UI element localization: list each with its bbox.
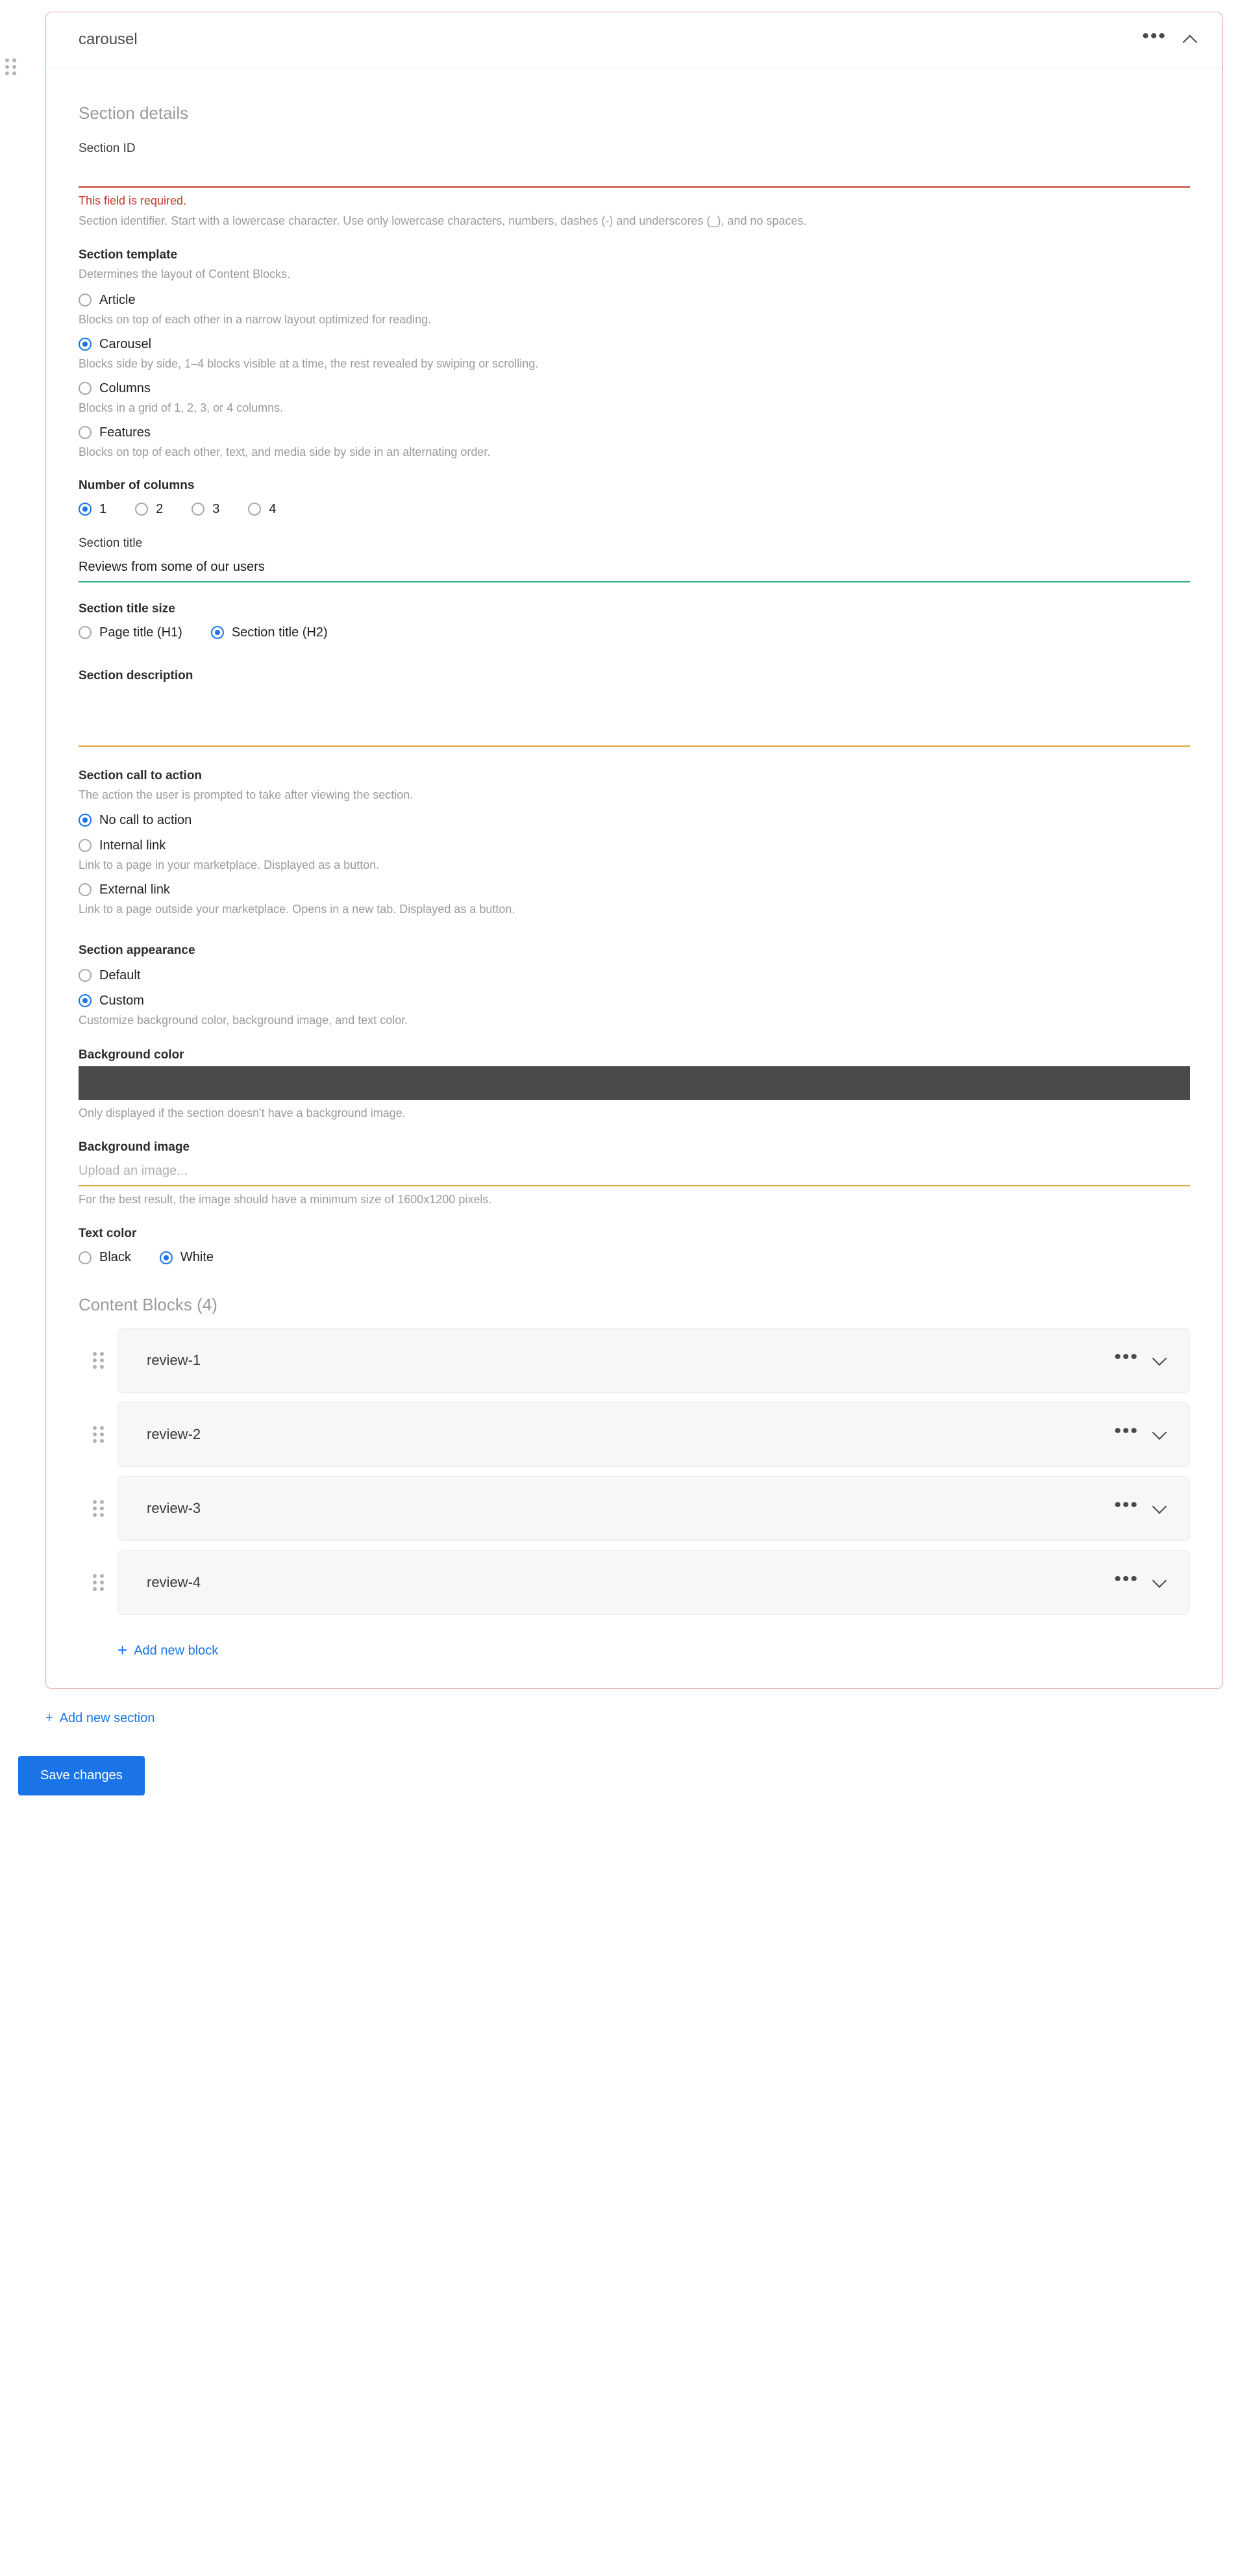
section-title-size-label: Section title size <box>79 601 175 616</box>
radio-label: No call to action <box>99 812 192 827</box>
add-new-block-button[interactable] <box>117 1642 218 1659</box>
content-block-row <box>79 1402 1190 1467</box>
content-block-card[interactable] <box>117 1550 1190 1615</box>
add-new-section-label: Add new section <box>59 1711 155 1726</box>
chevron-up-icon[interactable] <box>1183 32 1198 47</box>
section-id-help: Section identifier. Start with a lowercase character. Use only lowercase characters, numbers, dashes (-) and underscores (_), and no spaces. <box>79 214 807 227</box>
field-section-description <box>79 669 1190 747</box>
drag-handle-icon[interactable] <box>5 58 16 75</box>
content-block-card[interactable] <box>117 1476 1190 1541</box>
radio-appearance-custom[interactable] <box>79 994 1190 1008</box>
radio-icon[interactable] <box>79 969 92 982</box>
background-color-swatch[interactable] <box>79 1066 1190 1100</box>
section-container <box>0 12 1249 1689</box>
content-block-row <box>79 1328 1190 1393</box>
section-title-text: carousel <box>79 31 138 48</box>
field-section-id <box>79 142 1190 229</box>
section-id-error: This field is required. <box>79 194 187 207</box>
radio-columns-1[interactable] <box>79 502 106 517</box>
number-of-columns-label: Number of columns <box>79 478 195 492</box>
section-id-input[interactable] <box>79 160 1190 188</box>
background-image-label: Background image <box>79 1140 190 1155</box>
section-id-label: Section ID <box>79 142 136 155</box>
section-header <box>46 12 1222 68</box>
drag-handle-icon[interactable] <box>93 1500 104 1517</box>
section-cta-help: The action the user is prompted to take after viewing the section. <box>79 788 414 801</box>
content-block-name: review-4 <box>147 1574 201 1591</box>
field-section-cta <box>79 769 1190 916</box>
radio-cta-none[interactable] <box>79 813 1190 828</box>
block-menu-icon[interactable]: ••• <box>1114 1494 1139 1516</box>
radio-icon[interactable] <box>248 503 261 516</box>
section-description-label: Section description <box>79 668 193 682</box>
radio-label: Black <box>99 1250 131 1265</box>
add-new-block-label: Add new block <box>134 1643 219 1658</box>
plus-icon: + <box>117 1640 128 1660</box>
section-body <box>46 68 1222 1688</box>
block-menu-icon[interactable]: ••• <box>1114 1346 1139 1368</box>
radio-label: Carousel <box>99 336 152 351</box>
radio-label: 2 <box>156 501 164 516</box>
block-drag-handle[interactable] <box>79 1574 117 1591</box>
radio-icon[interactable] <box>79 839 92 852</box>
block-drag-handle[interactable] <box>79 1352 117 1369</box>
radio-icon[interactable] <box>79 294 92 306</box>
radio-icon[interactable] <box>135 503 148 516</box>
content-block-name: review-2 <box>147 1426 201 1443</box>
section-description-input[interactable] <box>79 687 1190 747</box>
radio-title-size-h2[interactable] <box>211 625 328 640</box>
section-template-label: Section template <box>79 248 178 262</box>
section-title-size-options <box>79 625 1190 640</box>
radio-icon[interactable] <box>79 1251 92 1264</box>
section-template-article-help: Blocks on top of each other in a narrow layout optimized for reading. <box>79 312 432 326</box>
content-block-actions <box>1114 1569 1167 1595</box>
section-template-carousel-help: Blocks side by side, 1–4 blocks visible at a time, the rest revealed by swiping or scrolling. <box>79 356 539 370</box>
chevron-down-icon[interactable] <box>1153 1427 1167 1442</box>
radio-icon[interactable] <box>160 1251 173 1264</box>
radio-icon[interactable] <box>79 626 92 639</box>
radio-label: Columns <box>99 381 151 395</box>
radio-section-template-article[interactable] <box>79 293 1190 308</box>
cta-internal-help: Link to a page in your marketplace. Displayed as a button. <box>79 858 380 871</box>
radio-appearance-default[interactable] <box>79 968 1190 983</box>
content-block-card[interactable] <box>117 1402 1190 1467</box>
section-template-features-help: Blocks on top of each other, text, and media side by side in an alternating order. <box>79 445 491 458</box>
number-of-columns-options <box>79 502 1190 517</box>
background-image-input[interactable] <box>79 1158 1190 1186</box>
radio-icon[interactable] <box>211 626 224 639</box>
page-root <box>0 12 1249 2576</box>
section-title-label: Section title <box>79 536 143 550</box>
radio-label: Features <box>99 425 151 440</box>
radio-columns-2[interactable] <box>135 502 163 517</box>
radio-columns-3[interactable] <box>192 502 219 517</box>
section-template-help: Determines the layout of Content Blocks. <box>79 268 291 281</box>
field-section-appearance <box>79 944 1190 1027</box>
background-image-help: For the best result, the image should have a minimum size of 1600x1200 pixels. <box>79 1193 492 1207</box>
section-details-heading: Section details <box>79 103 189 123</box>
radio-cta-internal[interactable] <box>79 838 1190 853</box>
drag-handle-icon[interactable] <box>93 1352 104 1369</box>
section-appearance-label: Section appearance <box>79 943 195 957</box>
text-color-options <box>79 1250 1190 1265</box>
radio-title-size-h1[interactable] <box>79 625 182 640</box>
section-template-columns-help: Blocks in a grid of 1, 2, 3, or 4 columns. <box>79 401 284 414</box>
radio-label: External link <box>99 882 170 897</box>
radio-label: Default <box>99 968 141 982</box>
content-block-actions <box>1114 1347 1167 1373</box>
radio-section-template-columns[interactable] <box>79 381 1190 396</box>
field-text-color <box>79 1227 1190 1265</box>
radio-section-template-features[interactable] <box>79 425 1190 440</box>
radio-label: Section title (H2) <box>231 625 328 640</box>
section-cta-label: Section call to action <box>79 768 203 782</box>
radio-label: Internal link <box>99 838 166 853</box>
radio-label: Custom <box>99 993 144 1008</box>
content-block-actions <box>1114 1421 1167 1447</box>
field-background-color <box>79 1048 1190 1121</box>
radio-icon[interactable] <box>79 426 92 439</box>
appearance-custom-help: Customize background color, background image, and text color. <box>79 1013 408 1027</box>
section-drag-handle[interactable] <box>5 58 16 75</box>
radio-icon[interactable] <box>79 503 92 516</box>
radio-label: 4 <box>269 501 277 516</box>
content-block-name: review-3 <box>147 1500 201 1517</box>
drag-handle-icon[interactable] <box>93 1426 104 1443</box>
content-block-name: review-1 <box>147 1352 201 1369</box>
radio-icon[interactable] <box>79 814 92 827</box>
content-block-card[interactable] <box>117 1328 1190 1393</box>
block-menu-icon[interactable]: ••• <box>1114 1420 1139 1442</box>
radio-label: 3 <box>212 501 220 516</box>
save-changes-button[interactable]: Save changes <box>18 1756 145 1795</box>
field-section-title <box>79 536 1190 582</box>
radio-cta-external[interactable] <box>79 882 1190 897</box>
text-color-label: Text color <box>79 1227 137 1241</box>
radio-text-color-black[interactable] <box>79 1250 131 1265</box>
content-block-actions <box>1114 1495 1167 1521</box>
add-new-section-button[interactable] <box>45 1711 155 1726</box>
radio-icon[interactable] <box>79 883 92 896</box>
block-drag-handle[interactable] <box>79 1426 117 1443</box>
content-block-row <box>79 1476 1190 1541</box>
chevron-down-icon[interactable] <box>1153 1575 1167 1590</box>
block-menu-icon[interactable]: ••• <box>1114 1568 1139 1590</box>
block-drag-handle[interactable] <box>79 1500 117 1517</box>
content-block-row <box>79 1550 1190 1615</box>
radio-label: Page title (H1) <box>99 625 182 640</box>
section-title-input[interactable] <box>79 555 1190 582</box>
radio-section-template-carousel[interactable] <box>79 337 1190 352</box>
background-color-help: Only displayed if the section doesn't have a background image. <box>79 1106 406 1119</box>
chevron-down-icon[interactable] <box>1153 1353 1167 1368</box>
radio-columns-4[interactable] <box>248 502 276 517</box>
radio-icon[interactable] <box>79 382 92 395</box>
radio-icon[interactable] <box>79 994 92 1007</box>
field-background-image <box>79 1140 1190 1207</box>
field-number-of-columns <box>79 479 1190 517</box>
section-card <box>45 12 1223 1689</box>
plus-icon: + <box>45 1711 53 1726</box>
section-header-actions <box>1142 27 1198 53</box>
background-color-label: Background color <box>79 1047 184 1062</box>
radio-label: Article <box>99 292 136 307</box>
section-menu-icon[interactable]: ••• <box>1142 25 1167 47</box>
cta-external-help: Link to a page outside your marketplace. Opens in a new tab. Displayed as a button. <box>79 902 515 916</box>
radio-icon[interactable] <box>79 338 92 351</box>
drag-handle-icon[interactable] <box>93 1574 104 1591</box>
radio-icon[interactable] <box>192 503 204 516</box>
radio-text-color-white[interactable] <box>160 1250 214 1265</box>
field-section-template <box>79 248 1190 458</box>
radio-label: 1 <box>99 501 107 516</box>
content-blocks-heading: Content Blocks (4) <box>79 1295 217 1315</box>
radio-label: White <box>180 1250 214 1265</box>
chevron-down-icon[interactable] <box>1153 1501 1167 1516</box>
field-section-title-size <box>79 602 1190 640</box>
